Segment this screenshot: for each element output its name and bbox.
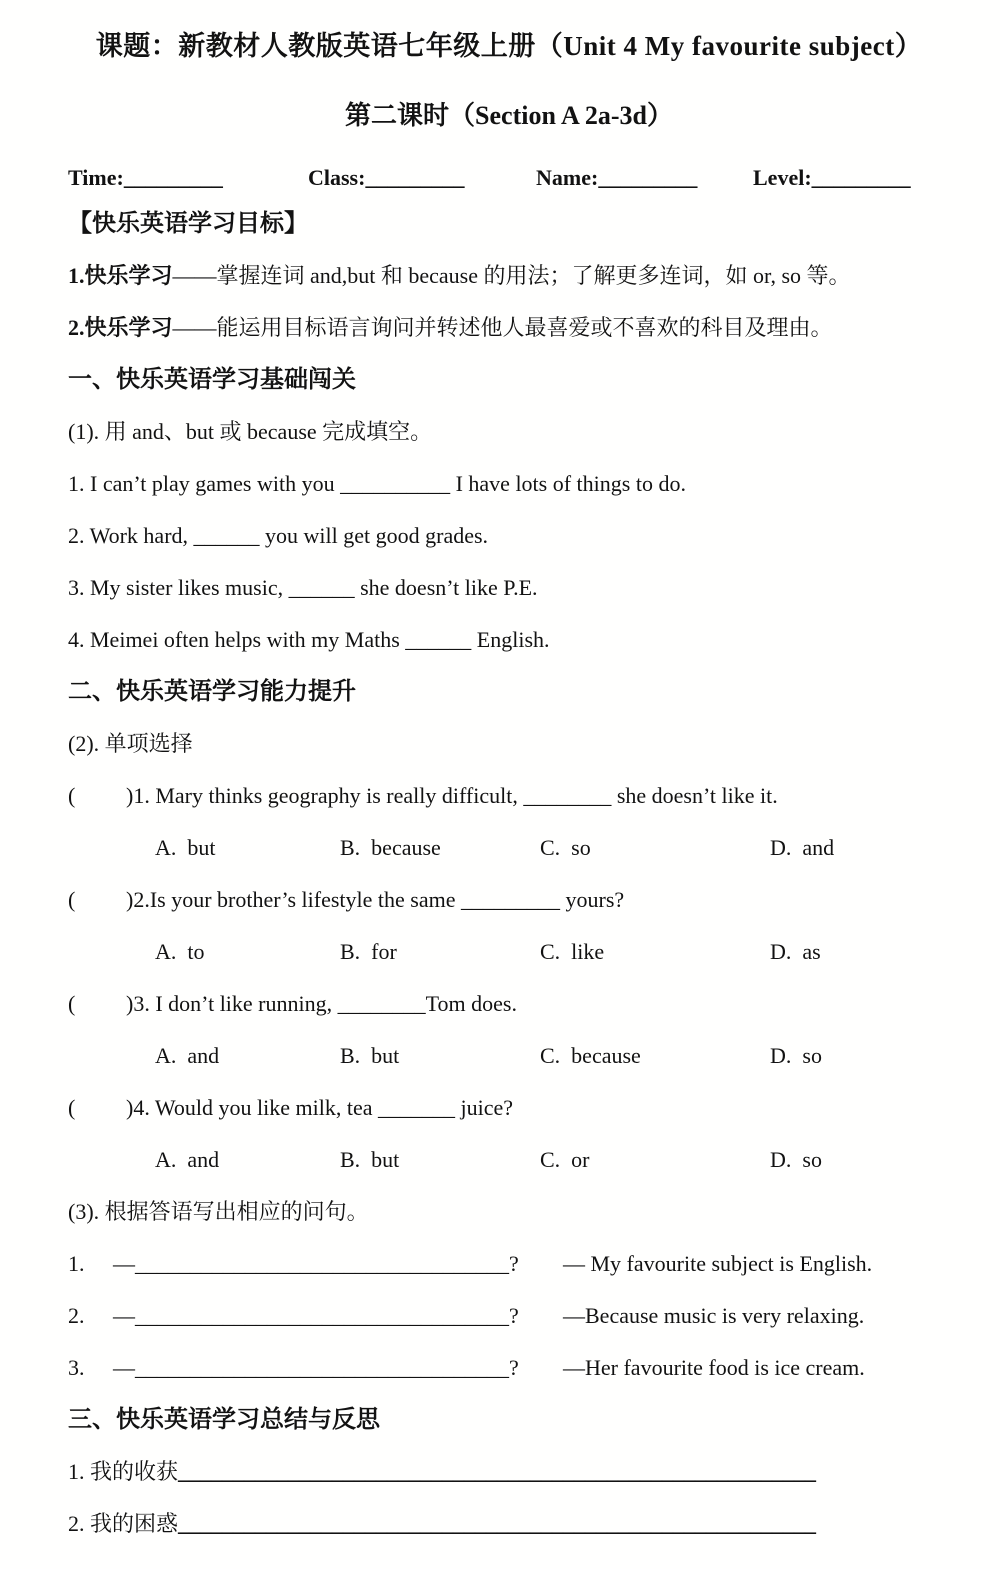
qa-2-answer: —Because music is very relaxing.: [563, 1303, 865, 1328]
mcq-4-option-c: C. or: [540, 1147, 590, 1172]
reflection-row-1: [68, 1446, 968, 1498]
objective-2-text: ——能运用目标语言询问并转述他人最喜爱或不喜欢的科目及理由。: [172, 315, 833, 340]
mcq-2-option-d: D. as: [770, 939, 821, 964]
level-blank: _________: [811, 165, 911, 190]
mcq-1-options: [68, 822, 968, 874]
fill-item-4: 4. Meimei often helps with my Maths ______ English.: [68, 627, 550, 652]
mcq-3-option-c: C. because: [540, 1043, 641, 1068]
mcq-1-option-d: D. and: [770, 835, 835, 860]
mcq-2-option-a: A. to: [155, 939, 205, 964]
doc-subtitle: 第二课时（Section A 2a-3d）: [345, 101, 673, 130]
mcq-4-option-d: D. so: [770, 1147, 822, 1172]
fill-item-1: 1. I can’t play games with you __________ I have lots of things to do.: [68, 471, 686, 496]
mcq-3-option-a: A. and: [155, 1043, 220, 1068]
qa-row-2: [68, 1290, 968, 1342]
qa-1-answer: — My favourite subject is English.: [563, 1251, 873, 1276]
mcq-2-text: )2.Is your brother’s lifestyle the same _________ yours?: [126, 887, 625, 912]
reflection-2-label: 2. 我的困惑: [68, 1511, 179, 1536]
mcq-4-answer-paren: (: [68, 1095, 76, 1120]
section2-subheading: (2). 单项选择: [68, 731, 193, 756]
fill-item-2: 2. Work hard, ______ you will get good grades.: [68, 523, 489, 548]
section2-heading: 二、快乐英语学习能力提升: [68, 679, 356, 705]
name-blank: _________: [598, 165, 698, 190]
part3-heading: (3). 根据答语写出相应的问句。: [68, 1199, 369, 1224]
qa-row-1: [68, 1238, 968, 1290]
time-label: Time:: [68, 165, 124, 190]
qa-2-number: 2.: [68, 1303, 85, 1328]
mcq-3-text: )3. I don’t like running, ________Tom does.: [126, 991, 517, 1016]
mcq-3-answer-paren: (: [68, 991, 76, 1016]
worksheet-body: [68, 198, 968, 1550]
mcq-1-answer-paren: (: [68, 783, 76, 808]
info-field-name: [536, 158, 753, 198]
mcq-2-option-b: B. for: [340, 939, 397, 964]
reflection-2-blank: __________________________________________________________: [178, 1511, 817, 1536]
mcq-2-stem: [68, 874, 968, 926]
qa-3-number: 3.: [68, 1355, 85, 1380]
mcq-1-option-a: A. but: [155, 835, 216, 860]
objective-1-text: ——掌握连词 and,but 和 because 的用法；了解更多连词，如 or, so 等。: [172, 263, 851, 288]
mcq-3-stem: [68, 978, 968, 1030]
mcq-2-answer-paren: (: [68, 887, 76, 912]
fill-item-3: 3. My sister likes music, ______ she doesn’t like P.E.: [68, 575, 538, 600]
reflection-1-blank: __________________________________________________________: [178, 1459, 817, 1484]
qa-3-answer: —Her favourite food is ice cream.: [563, 1355, 865, 1380]
info-row: [68, 158, 968, 198]
reflection-1-label: 1. 我的收获: [68, 1459, 179, 1484]
qa-3-question-blank: —__________________________________?: [113, 1355, 519, 1380]
mcq-2-option-c: C. like: [540, 939, 605, 964]
info-field-time: [68, 158, 308, 198]
section1-heading: 一、快乐英语学习基础闯关: [68, 367, 356, 393]
mcq-3-options: [68, 1030, 968, 1082]
mcq-3-option-b: B. but: [340, 1043, 400, 1068]
time-blank: _________: [123, 165, 223, 190]
mcq-4-stem: [68, 1082, 968, 1134]
mcq-1-option-c: C. so: [540, 835, 591, 860]
mcq-1-text: )1. Mary thinks geography is really difficult, ________ she doesn’t like it.: [126, 783, 778, 808]
mcq-1-stem: [68, 770, 968, 822]
objective-2-lead: 2.快乐学习: [68, 315, 173, 340]
qa-row-3: [68, 1342, 968, 1394]
objective-1-lead: 1.快乐学习: [68, 263, 173, 288]
objective-1: [68, 250, 968, 302]
qa-2-question-blank: —__________________________________?: [113, 1303, 519, 1328]
mcq-4-option-a: A. and: [155, 1147, 220, 1172]
qa-1-question-blank: —__________________________________?: [113, 1251, 519, 1276]
mcq-4-text: )4. Would you like milk, tea _______ juice?: [126, 1095, 514, 1120]
info-field-class: [308, 158, 536, 198]
section1-subheading: (1). 用 and、but 或 because 完成填空。: [68, 419, 433, 444]
doc-title: 课题：新教材人教版英语七年级上册（Unit 4 My favourite subject）: [95, 31, 923, 61]
level-label: Level:: [753, 165, 812, 190]
mcq-3-option-d: D. so: [770, 1043, 822, 1068]
reflection-row-2: [68, 1498, 968, 1550]
section3-heading: 三、快乐英语学习总结与反思: [68, 1407, 380, 1433]
qa-1-number: 1.: [68, 1251, 85, 1276]
class-label: Class:: [308, 165, 366, 190]
mcq-4-options: [68, 1134, 968, 1186]
mcq-2-options: [68, 926, 968, 978]
info-field-level: [753, 158, 968, 198]
objectives-header: 【快乐英语学习目标】: [68, 211, 308, 237]
class-blank: _________: [365, 165, 465, 190]
objective-2: [68, 302, 968, 354]
mcq-4-option-b: B. but: [340, 1147, 400, 1172]
name-label: Name:: [536, 165, 599, 190]
mcq-1-option-b: B. because: [340, 835, 441, 860]
